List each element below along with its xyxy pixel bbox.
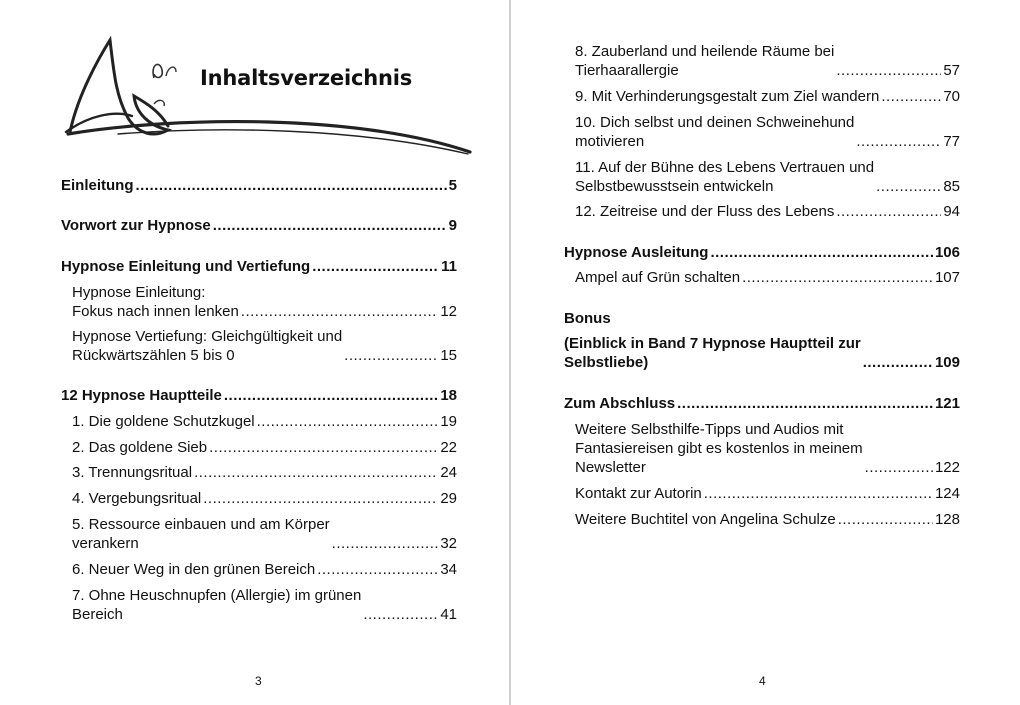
- toc-entry-label: Hypnose Einleitung und Vertiefung: [61, 258, 311, 275]
- toc-entry-6[interactable]: [72, 560, 457, 579]
- toc-entry-page: 107: [934, 269, 960, 286]
- toc-entry-label: 2. Das goldene Sieb: [72, 439, 208, 456]
- toc-entry-10[interactable]: [575, 113, 960, 151]
- toc-entry-page: 5: [448, 177, 457, 194]
- toc-entry-label: Zum Abschluss: [564, 395, 676, 412]
- toc-entry-page: 128: [934, 511, 960, 528]
- toc-entry-page: 122: [934, 459, 960, 476]
- toc-entry-label: 1. Die goldene Schutzkugel: [72, 413, 255, 430]
- butterfly-swoosh-icon: [58, 34, 478, 164]
- leader-dots: [865, 458, 933, 477]
- toc-entry-page: 109: [934, 354, 960, 371]
- toc-entry-label: (Einblick in Band 7 Hypnose Hauptteil zur Selbstliebe): [564, 335, 861, 371]
- toc-entry-label: 6. Neuer Weg in den grünen Bereich: [72, 561, 316, 578]
- leader-dots: [317, 560, 438, 579]
- toc-entry-label: 9. Mit Verhinderungsgestalt zum Ziel wandern: [575, 88, 880, 105]
- toc-entry-page: 121: [934, 395, 960, 412]
- leader-dots: [241, 302, 439, 321]
- toc-entry-label: Ampel auf Grün schalten: [575, 269, 741, 286]
- leader-dots: [876, 177, 941, 196]
- toc-entry-abschluss[interactable]: [564, 394, 960, 413]
- toc-entry-page: 9: [448, 217, 457, 234]
- toc-entry-page: 124: [934, 485, 960, 502]
- leader-dots: [213, 216, 447, 235]
- toc-entry-vertiefung[interactable]: [72, 327, 457, 365]
- toc-entry-fokus[interactable]: [72, 283, 457, 321]
- toc-entry-page: 94: [943, 203, 960, 220]
- bonus-heading: Bonus: [564, 310, 611, 327]
- toc-entry-label: 7. Ohne Heuschnupfen (Allergie) im grünen Bereich: [72, 587, 362, 623]
- toc-entry-page: 15: [440, 347, 457, 364]
- toc-entry-label: 5. Ressource einbauen und am Körper verankern: [72, 516, 330, 552]
- leader-dots: [856, 132, 941, 151]
- leader-dots: [836, 61, 941, 80]
- toc-entry-label: 11. Auf der Bühne des Lebens Vertrauen und Selbstbewusstsein entwickeln: [575, 159, 875, 195]
- leader-dots: [203, 489, 438, 508]
- toc-entry-page: 106: [934, 244, 960, 261]
- right-page: [511, 0, 1020, 705]
- leader-dots: [344, 346, 438, 365]
- leader-dots: [881, 87, 941, 106]
- toc-entry-page: 11: [441, 258, 457, 275]
- toc-entry-label: Hypnose Ausleitung: [564, 244, 709, 261]
- leader-dots: [742, 268, 933, 287]
- toc-entry-page: 70: [943, 88, 960, 105]
- left-page: [0, 0, 509, 705]
- toc-entry-page: 24: [440, 464, 457, 481]
- toc-entry-9[interactable]: [575, 87, 960, 106]
- toc-entry-label: Weitere Buchtitel von Angelina Schulze: [575, 511, 836, 528]
- leader-dots: [838, 510, 933, 529]
- toc-entry-label: Weitere Selbsthilfe-Tipps und Audios mit Fantasiereisen gibt es kostenlos in meinem Newsletter: [575, 421, 863, 476]
- toc-entry-8[interactable]: [575, 42, 960, 80]
- toc-entry-label: 10. Dich selbst und deinen Schweinehund motivieren: [575, 114, 855, 150]
- toc-entry-page: 57: [943, 62, 960, 79]
- toc-entry-einleitung[interactable]: [61, 176, 457, 195]
- toc-entry-label: 4. Vergebungsritual: [72, 490, 202, 507]
- leader-dots: [332, 534, 439, 553]
- toc-entry-label: 8. Zauberland und heilende Räume bei Tierhaarallergie: [575, 43, 835, 79]
- toc-entry-5[interactable]: [72, 515, 457, 553]
- leader-dots: [194, 463, 438, 482]
- toc-entry-page: 77: [943, 133, 960, 150]
- toc-entry-label: Einleitung: [61, 177, 134, 194]
- toc-entry-2[interactable]: [72, 438, 457, 457]
- toc-entry-label: 3. Trennungsritual: [72, 464, 193, 481]
- leader-dots: [312, 257, 439, 276]
- toc-entry-label: Vorwort zur Hypnose: [61, 217, 211, 234]
- toc-entry-page: 29: [440, 490, 457, 507]
- toc-entry-buchtitel[interactable]: [575, 510, 960, 529]
- leader-dots: [209, 438, 438, 457]
- toc-entry-label: 12. Zeitreise und der Fluss des Lebens: [575, 203, 835, 220]
- leader-dots: [224, 386, 438, 405]
- page-number: 3: [255, 674, 262, 688]
- toc-entry-kontakt[interactable]: [575, 484, 960, 503]
- toc-entry-ausleitung[interactable]: [564, 243, 960, 262]
- leader-dots: [836, 202, 941, 221]
- toc-entry-7[interactable]: [72, 586, 457, 624]
- toc-entry-3[interactable]: [72, 463, 457, 482]
- toc-entry-newsletter[interactable]: [575, 420, 960, 477]
- toc-entry-4[interactable]: [72, 489, 457, 508]
- toc-entry-page: 18: [440, 387, 457, 404]
- leader-dots: [257, 412, 439, 431]
- leader-dots: [677, 394, 933, 413]
- toc-entry-page: 34: [440, 561, 457, 578]
- leader-dots: [863, 353, 933, 372]
- toc-entry-11[interactable]: [575, 158, 960, 196]
- toc-title: Inhaltsverzeichnis: [200, 66, 413, 90]
- toc-entry-label: Kontakt zur Autorin: [575, 485, 702, 502]
- toc-entry-page: 85: [943, 178, 960, 195]
- toc-entry-page: 32: [440, 535, 457, 552]
- leader-dots: [710, 243, 933, 262]
- toc-entry-label: Hypnose Einleitung: Fokus nach innen lenken: [72, 284, 239, 320]
- toc-entry-hauptteile[interactable]: [61, 386, 457, 405]
- leader-dots: [136, 176, 447, 195]
- toc-entry-page: 41: [440, 606, 457, 623]
- toc-entry-label: Hypnose Vertiefung: Gleichgültigkeit und Rückwärtszählen 5 bis 0: [72, 328, 343, 364]
- toc-entry-label: 12 Hypnose Hauptteile: [61, 387, 222, 404]
- toc-entry-hypnose-einleitung-vertiefung[interactable]: [61, 257, 457, 276]
- toc-entry-ampel[interactable]: [575, 268, 960, 287]
- leader-dots: [704, 484, 933, 503]
- toc-entry-page: 22: [440, 439, 457, 456]
- toc-entry-12[interactable]: [575, 202, 960, 221]
- toc-entry-page: 19: [440, 413, 457, 430]
- leader-dots: [363, 605, 438, 624]
- toc-entry-page: 12: [440, 303, 457, 320]
- page-number: 4: [759, 674, 766, 688]
- toc-entry-1[interactable]: [72, 412, 457, 431]
- toc-entry-vorwort[interactable]: [61, 216, 457, 235]
- toc-entry-einblick[interactable]: [564, 334, 960, 372]
